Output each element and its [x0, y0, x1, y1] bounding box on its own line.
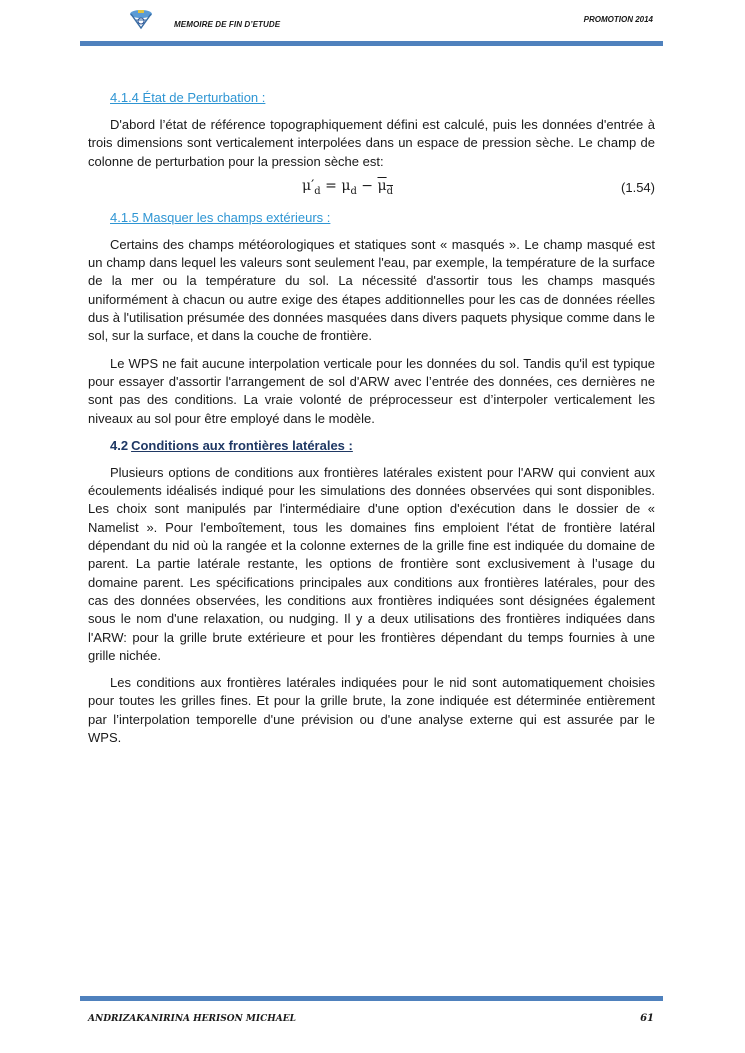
- header-rule: [80, 41, 663, 46]
- paragraph: D'abord l’état de référence topographiquement défini est calculé, puis les données d'entrée à trois dimensions sont verticalement interpolées dans un espace de pression sèche. Le champ de colonne de perturbation pour la pression sèche est:: [88, 117, 655, 169]
- page-header: [0, 0, 745, 50]
- section-heading-4-2: [110, 437, 655, 454]
- section-heading-4-1-5: 4.1.5 Masquer les champs extérieurs :: [110, 209, 331, 225]
- equation: $\mu'_d = \mu_d - \mu_d$: [302, 177, 393, 197]
- page-number: 61: [640, 1013, 654, 1024]
- header-title: MEMOIRE DE FIN D’ETUDE: [174, 20, 281, 29]
- section-heading-4-1-4: 4.1.4 État de Perturbation :: [110, 90, 266, 105]
- equation-row: [88, 178, 655, 200]
- section-title: Conditions aux frontières latérales :: [131, 437, 353, 453]
- equation-number: (1.54): [621, 179, 655, 195]
- paragraph: Les conditions aux frontières latérales indiquées pour le nid sont automatiquement choisies pour toutes les grilles fines. Et pour la grille brute, la zone indiquée est déterminée entièrement par l’interpolation temporelle d'une prévision ou d'une analyse externe qui est assurée par le WPS.: [88, 675, 655, 746]
- paragraph: Plusieurs options de conditions aux frontières latérales existent pour l'ARW qui convient aux écoulements idéalisés indiqué pour les simulations des données observées qui sont disponibles. Les choix sont manipulés par l'intermédiaire d'une option d'exécution dans le dossier de « Namelist ». Pour l'emboîtement, tous les domaines fins emploient l'état de frontière latéral dépendant du nid où la rangée et la colonne externes de la grille fine est indiquée du domaine de parent. La partie latérale restante, les options de frontière sont exclusivement à l’usage du domaine parent. Les spécifications principales aux conditions aux frontières latérales, pour des cas des données observées, les conditions aux frontières indiquées sont désignées également sous le nom d'une relaxation, ou nudging. Il y a deux utilisations des frontières indiquées dans l'ARW: pour la grille brute extérieure et pour les frontières dépendant du temps fournies à une grille nichée.: [88, 464, 655, 663]
- paragraph: Le WPS ne fait aucune interpolation verticale pour les données du sol. Tandis qu'il est typique pour essayer d'assortir l'arrangement de sol d'ARW avec l’entrée des données, ces dernières ne sont pas des conditions. La vraie volonté de préprocesseur est d’interpoler verticalement les niveaux au sol pour être employé dans le modèle.: [88, 355, 655, 426]
- paragraph: Certains des champs météorologiques et statiques sont « masqués ». Le champ masqué est un champ dans lequel les valeurs sont seulement l'eau, par exemple, la température de la surface de la mer ou la température du sol. La nécessité d'assortir tous les champs masqués uniformément à chacun ou autre exige des étapes additionnelles pour les cas de données réelles dus à l'utilisation présumée des données masquées dans divers paquets physique comme dans le sol, sur la surface, et dans la couche de frontière.: [88, 236, 655, 344]
- section-number: 4.2: [110, 437, 129, 453]
- footer-author: ANDRIZAKANIRINA HERISON MICHAEL: [88, 1014, 296, 1024]
- university-emblem-icon: [126, 8, 156, 30]
- footer-rule: [80, 996, 663, 1001]
- page-body: [88, 89, 655, 756]
- header-promotion: PROMOTION 2014: [583, 15, 653, 24]
